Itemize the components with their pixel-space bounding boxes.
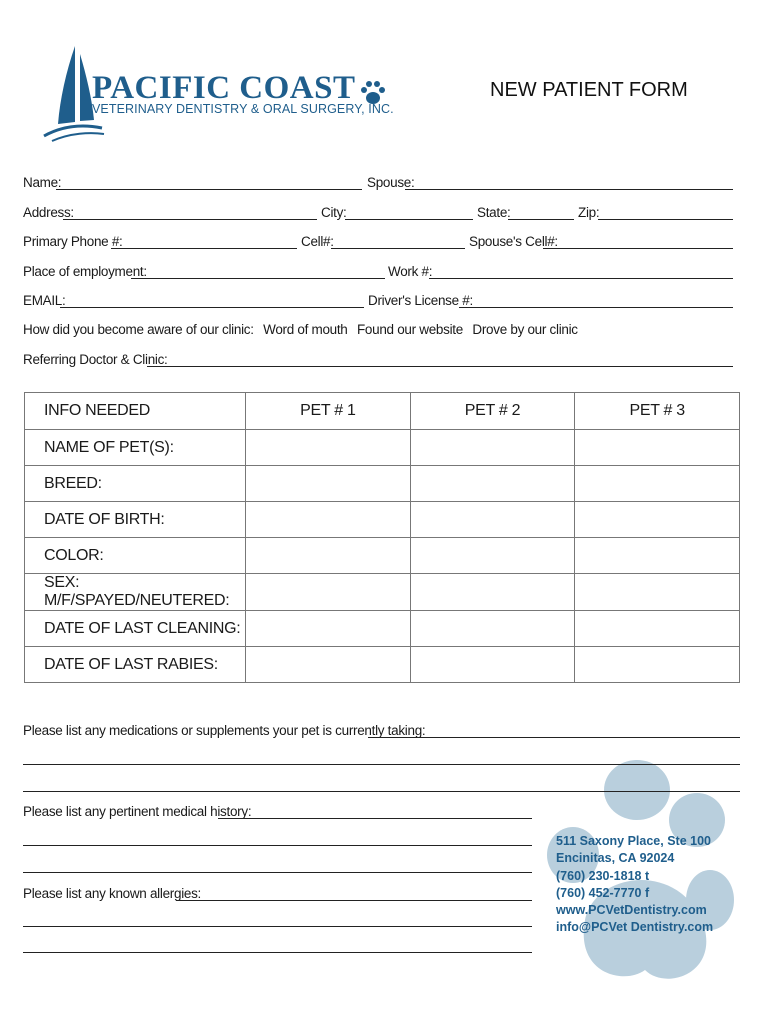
header-pet-2: PET # 2: [410, 393, 575, 430]
spouse-cell-field[interactable]: [543, 248, 733, 249]
row-label-cleaning: DATE OF LAST CLEANING:: [25, 611, 246, 647]
city-field[interactable]: [345, 219, 473, 220]
row-employment: [23, 264, 735, 284]
row-label-sex: SEX: M/F/SPAYED/NEUTERED:: [25, 574, 246, 611]
pet-2-cleaning-cell[interactable]: [410, 611, 575, 647]
name-label: Name:: [23, 175, 62, 190]
pet-1-dob-cell[interactable]: [246, 502, 411, 538]
medications-line-1[interactable]: [368, 737, 740, 738]
awareness-label: How did you become aware of our clinic:: [23, 322, 254, 337]
medications-line-2[interactable]: [23, 764, 740, 765]
pet-info-table: [24, 392, 740, 683]
drivers-license-label: Driver's License #:: [368, 293, 473, 308]
pet-3-color-cell[interactable]: [575, 538, 740, 574]
spouse-field[interactable]: [405, 189, 733, 190]
city-label: City:: [321, 205, 347, 220]
spouse-cell-label: Spouse's Cell#:: [469, 234, 558, 249]
row-label-name: NAME OF PET(S):: [25, 430, 246, 466]
pet-2-name-cell[interactable]: [410, 430, 575, 466]
email-label: EMAIL:: [23, 293, 66, 308]
drivers-license-field[interactable]: [459, 307, 733, 308]
email-link[interactable]: info@PCVet Dentistry.com: [556, 920, 714, 935]
allergies-line-3[interactable]: [23, 952, 532, 953]
table-row: [25, 502, 740, 538]
option-drove-by[interactable]: Drove by our clinic: [472, 322, 578, 337]
logo-subtitle: VETERINARY DENTISTRY & ORAL SURGERY, INC.: [92, 102, 394, 116]
referring-label: Referring Doctor & Clinic:: [23, 352, 168, 367]
pet-3-rabies-cell[interactable]: [575, 647, 740, 683]
pet-3-cleaning-cell[interactable]: [575, 611, 740, 647]
pet-3-dob-cell[interactable]: [575, 502, 740, 538]
state-label: State:: [477, 205, 511, 220]
table-row: [25, 538, 740, 574]
work-field[interactable]: [429, 278, 733, 279]
pet-2-rabies-cell[interactable]: [410, 647, 575, 683]
referring-field[interactable]: [147, 366, 733, 367]
pet-3-breed-cell[interactable]: [575, 466, 740, 502]
phone-line: (760) 230-1818 t: [556, 868, 650, 883]
pet-1-cleaning-cell[interactable]: [246, 611, 411, 647]
name-field[interactable]: [56, 189, 362, 190]
table-row: [25, 466, 740, 502]
table-row: [25, 574, 740, 611]
address-line-2: Encinitas, CA 92024: [556, 851, 675, 866]
row-label-dob: DATE OF BIRTH:: [25, 502, 246, 538]
employment-label: Place of employment:: [23, 264, 147, 279]
email-field[interactable]: [60, 307, 364, 308]
row-label-rabies: DATE OF LAST RABIES:: [25, 647, 246, 683]
pet-3-sex-cell[interactable]: [575, 574, 740, 611]
pet-1-name-cell[interactable]: [246, 430, 411, 466]
row-phones: [23, 234, 735, 254]
awareness-question: [23, 322, 584, 337]
address-field[interactable]: [63, 219, 317, 220]
website-link[interactable]: www.PCVetDentistry.com: [556, 903, 707, 918]
pet-1-rabies-cell[interactable]: [246, 647, 411, 683]
history-line-2[interactable]: [23, 845, 532, 846]
history-label: Please list any pertinent medical history:: [23, 804, 252, 819]
pet-1-sex-cell[interactable]: [246, 574, 411, 611]
pet-3-name-cell[interactable]: [575, 430, 740, 466]
state-field[interactable]: [508, 219, 574, 220]
cell-label: Cell#:: [301, 234, 334, 249]
allergies-line-1[interactable]: [176, 900, 532, 901]
allergies-label: Please list any known allergies:: [23, 886, 201, 901]
work-label: Work #:: [388, 264, 433, 279]
pet-2-breed-cell[interactable]: [410, 466, 575, 502]
row-address: [23, 205, 735, 225]
option-word-of-mouth[interactable]: Word of mouth: [263, 322, 348, 337]
table-header-row: [25, 393, 740, 430]
pet-1-breed-cell[interactable]: [246, 466, 411, 502]
history-line-3[interactable]: [23, 872, 532, 873]
employment-field[interactable]: [131, 278, 385, 279]
header-pet-3: PET # 3: [575, 393, 740, 430]
table-row: [25, 647, 740, 683]
pet-2-dob-cell[interactable]: [410, 502, 575, 538]
fax-line: (760) 452-7770 f: [556, 885, 650, 900]
allergies-line-2[interactable]: [23, 926, 532, 927]
zip-field[interactable]: [598, 219, 733, 220]
row-name: [23, 175, 735, 195]
row-email: [23, 293, 735, 313]
logo-name: PACIFIC COAST: [92, 70, 356, 106]
table-row: [25, 430, 740, 466]
pet-2-sex-cell[interactable]: [410, 574, 575, 611]
row-label-breed: BREED:: [25, 466, 246, 502]
row-referring: [23, 352, 735, 372]
address-label: Address:: [23, 205, 74, 220]
table-row: [25, 611, 740, 647]
address-line-1: 511 Saxony Place, Ste 100: [556, 834, 711, 848]
medications-label: Please list any medications or supplements your pet is currently taking:: [23, 723, 426, 738]
primary-phone-label: Primary Phone #:: [23, 234, 123, 249]
row-label-color: COLOR:: [25, 538, 246, 574]
primary-phone-field[interactable]: [111, 248, 297, 249]
pet-2-color-cell[interactable]: [410, 538, 575, 574]
history-line-1[interactable]: [218, 818, 532, 819]
option-found-website[interactable]: Found our website: [356, 322, 463, 337]
cell-field[interactable]: [331, 248, 465, 249]
contact-info: [556, 833, 713, 937]
form-title: NEW PATIENT FORM: [490, 79, 688, 101]
header-info-needed: INFO NEEDED: [25, 393, 246, 430]
pet-1-color-cell[interactable]: [246, 538, 411, 574]
zip-label: Zip:: [578, 205, 600, 220]
medications-line-3[interactable]: [23, 791, 740, 792]
spouse-label: Spouse:: [367, 175, 415, 190]
header-pet-1: PET # 1: [246, 393, 411, 430]
